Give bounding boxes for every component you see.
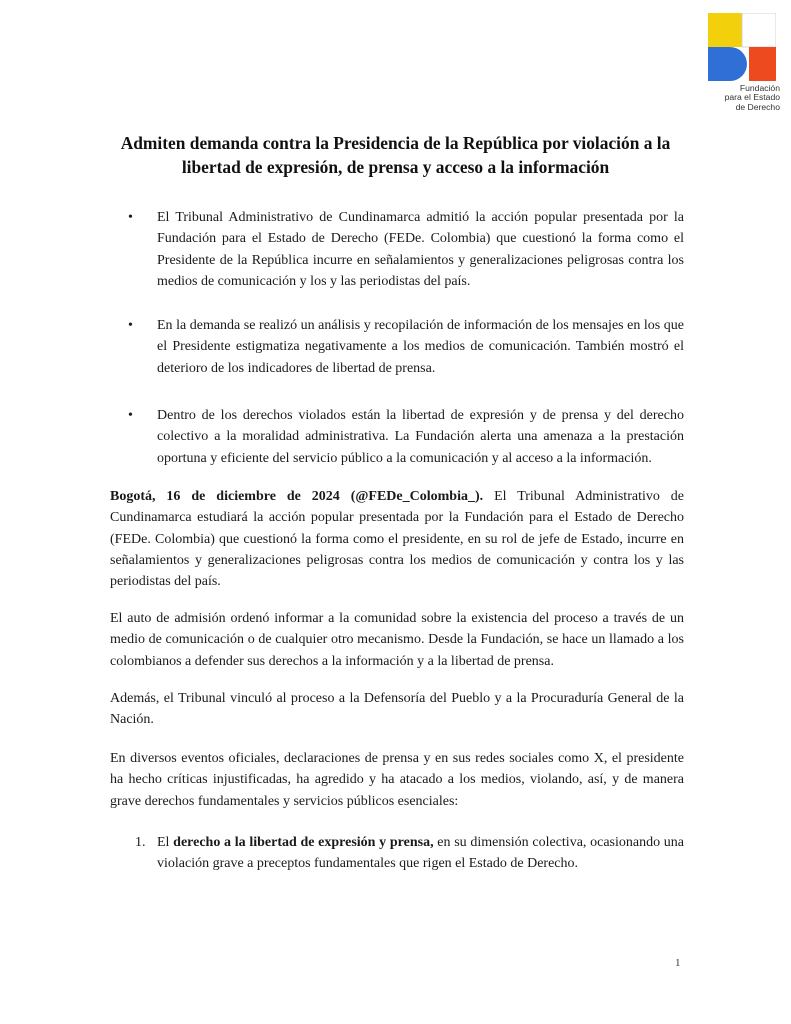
bullet-text: El Tribunal Administrativo de Cundinamarca admitió la acción popular presentada por la Fundación para el Estado de Derecho (FEDe. Colombia) que cuestionó la forma como el Presidente de la República incurre en señalamientos y generalizaciones peligrosas contra los medios de comunicación y los y las periodistas del país. <box>157 210 684 289</box>
item-text-pre: El <box>157 835 174 850</box>
bullet-text: Dentro de los derechos violados están la libertad de expresión y de prensa y del derecho colectivo a la moralidad administrativa. La Fundación alerta una amenaza a la prestación oportuna y eficiente del servicio público a la comunicación y al acceso a la información. <box>157 408 684 466</box>
bullet-icon: • <box>128 318 133 333</box>
body-paragraph: El auto de admisión ordenó informar a la comunidad sobre la existencia del proceso a través de un medio de comunicación o de cualquier otro mecanismo. Desde la Fundación, se hace un llamado a los colombianos a defender sus derechos a la información y a la libertad de prensa. <box>110 611 684 669</box>
dateline: Bogotá, 16 de diciembre de 2024 (@FEDe_Colombia_). <box>110 489 484 504</box>
body-paragraph: En diversos eventos oficiales, declaraciones de prensa y en sus redes sociales como X, el presidente ha hecho críticas injustificadas, ha agredido y ha atacado a los medios, violando, así, y de manera grave derechos fundamentales y servicios públicos esenciales: <box>110 751 684 809</box>
numbered-item-text <box>157 832 684 875</box>
item-text-post: en su dimensión colectiva, ocasionando una violación grave a preceptos fundamentales que rigen el Estado de Derecho. <box>157 835 685 872</box>
item-text-bold: derecho a la libertad de expresión y prensa, <box>173 835 434 850</box>
logo-text <box>700 84 780 112</box>
list-item <box>128 405 684 469</box>
numbered-list-item <box>135 832 684 875</box>
logo-line: Fundación <box>739 83 780 93</box>
logo-line: para el Estado <box>724 92 780 103</box>
bullet-icon: • <box>128 210 133 225</box>
page-title: Admiten demanda contra la Presidencia de la República por violación a la libertad de expresión, de prensa y acceso a la información <box>120 133 671 177</box>
page-number: 1 <box>675 957 681 969</box>
logo-mark-icon <box>708 13 776 81</box>
paragraph-text: El Tribunal Administrativo de Cundinamarca estudiará la acción popular presentada por la Fundación para el Estado de Derecho (FEDe. Colombia) que cuestionó la forma como el presidente, en su rol de jefe de Estado, incurre en señalamientos y generalizaciones peligrosas contra los medios de comunicación y contra los y las periodistas del país. <box>110 489 685 590</box>
body-paragraph: Además, el Tribunal vinculó al proceso a la Defensoría del Pueblo y a la Procuraduría General de la Nación. <box>110 691 684 728</box>
bullet-text: En la demanda se realizó un análisis y recopilación de información de los mensajes en los que el Presidente estigmatiza negativamente a los medios de comunicación. También mostró el deterioro de los indicadores de libertad de prensa. <box>157 318 684 376</box>
body-paragraph-dateline <box>110 486 684 592</box>
organization-logo <box>700 10 782 120</box>
list-item <box>128 315 684 379</box>
list-item <box>128 207 684 292</box>
bullet-icon: • <box>128 408 133 423</box>
logo-line: de Derecho <box>735 101 780 112</box>
list-number: 1. <box>135 835 146 850</box>
